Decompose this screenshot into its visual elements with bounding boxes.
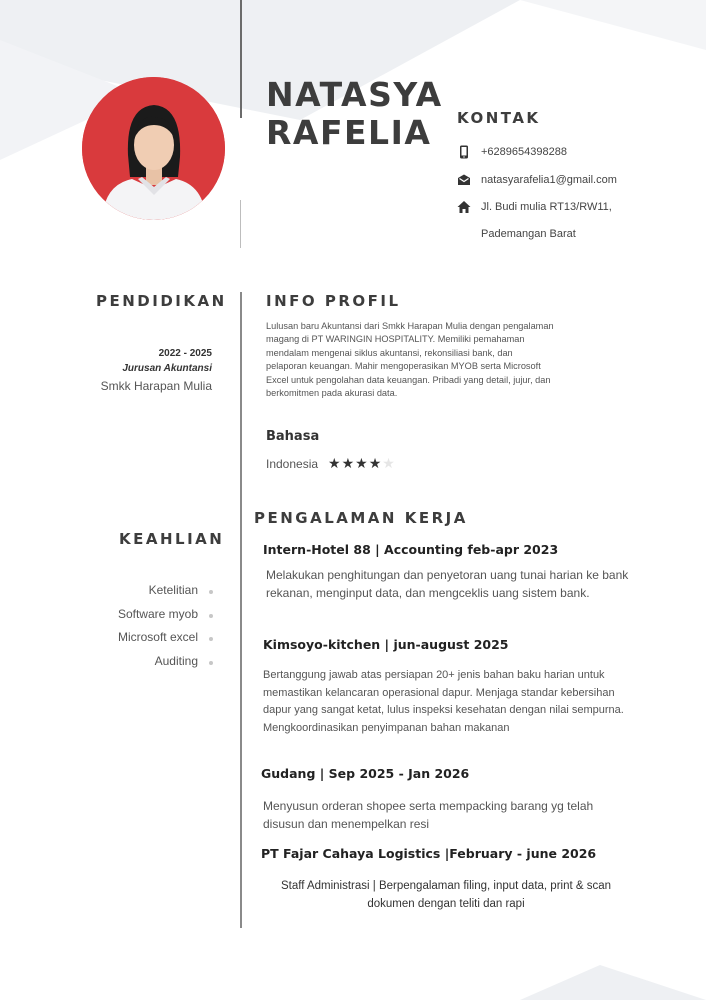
skill-item: Ketelitian bbox=[148, 583, 198, 597]
phone-text: +6289654398288 bbox=[481, 146, 567, 158]
profile-title: INFO PROFIL bbox=[266, 292, 401, 310]
phone-icon bbox=[457, 145, 471, 159]
last-name: RAFELIA bbox=[266, 113, 432, 152]
contact-phone bbox=[457, 145, 567, 159]
star-filled-icon: ★ bbox=[341, 455, 356, 471]
job-title: Gudang | Sep 2025 - Jan 2026 bbox=[261, 766, 470, 781]
job-title: PT Fajar Cahaya Logistics |February - june 2026 bbox=[261, 846, 597, 861]
language-rating bbox=[328, 455, 396, 472]
language-name: Indonesia bbox=[266, 456, 319, 471]
job-title: Intern-Hotel 88 | Accounting feb-apr 2023 bbox=[263, 542, 559, 557]
language-row bbox=[266, 455, 396, 472]
divider-top bbox=[240, 0, 242, 118]
education-year: 2022 - 2025 bbox=[158, 348, 212, 359]
skill-bullet bbox=[209, 637, 213, 641]
education-title: PENDIDIKAN bbox=[96, 292, 227, 310]
skill-item: Microsoft excel bbox=[117, 630, 198, 644]
star-filled-icon: ★ bbox=[355, 455, 369, 471]
job-description: Staff Administrasi | Berpengalaman filing, input data, print & scan dokumen dengan teliti dan rapi bbox=[280, 880, 612, 910]
full-name bbox=[266, 76, 443, 152]
skill-item: Auditing bbox=[154, 654, 198, 668]
skill-bullet bbox=[209, 614, 213, 618]
address-line1: Jl. Budi mulia RT13/RW11, bbox=[481, 201, 612, 213]
mail-icon bbox=[457, 173, 471, 187]
skills-title: KEAHLIAN bbox=[119, 530, 225, 548]
profile-photo bbox=[82, 77, 225, 220]
address-line2: Pademangan Barat bbox=[481, 228, 576, 240]
star-filled-icon: ★ bbox=[368, 455, 383, 471]
email-text: natasyarafelia1@gmail.com bbox=[481, 174, 617, 186]
job-description: Menyusun orderan shopee serta mempacking barang yg telah disusun dan menempelkan resi bbox=[263, 799, 594, 831]
contact-address bbox=[457, 200, 612, 214]
contact-email bbox=[457, 173, 617, 187]
education-school: Smkk Harapan Mulia bbox=[100, 379, 212, 393]
profile-text: Lulusan baru Akuntansi dari Smkk Harapan Mulia dengan pengalaman magang di PT WARINGIN HOSPITALITY. Memiliki pemahaman mendalam mengenai siklus akuntansi, rekonsiliasi bank, dan pelaporan keuangan. Mahir mengoperasikan MYOB serta Microsoft Excel untuk pengolahan data keuangan. Pribadi yang detail, jujur, dan berkomitmen pada akurasi data. bbox=[266, 321, 554, 399]
skill-item: Software myob bbox=[117, 607, 198, 621]
experience-title: PENGALAMAN KERJA bbox=[254, 509, 468, 527]
divider-main bbox=[240, 292, 242, 928]
star-empty-icon: ★ bbox=[382, 455, 396, 471]
job-title: Kimsoyo-kitchen | jun-august 2025 bbox=[263, 637, 509, 652]
job-description: Melakukan penghitungan dan penyetoran uang tunai harian ke bank rekanan, menginput data, dan mengceklis uang sistem bank. bbox=[266, 568, 629, 600]
divider-mid bbox=[240, 200, 241, 248]
home-icon bbox=[457, 200, 471, 214]
skill-bullet bbox=[209, 661, 213, 665]
skill-bullet bbox=[209, 590, 213, 594]
education-major: Jurusan Akuntansi bbox=[122, 363, 212, 374]
language-title: Bahasa bbox=[266, 429, 320, 444]
star-filled-icon: ★ bbox=[328, 455, 342, 471]
first-name: NATASYA bbox=[266, 75, 443, 114]
contact-title: KONTAK bbox=[457, 109, 541, 127]
job-description: Bertanggung jawab atas persiapan 20+ jenis bahan baku harian untuk memastikan kelancaran operasional dapur. Menjaga standar kebersihan dapur yang sangat ketat, lulus inspeksi kesehatan dengan nilai sempurna. Mengkoordinasikan penyimpanan bahan makanan bbox=[263, 669, 624, 734]
